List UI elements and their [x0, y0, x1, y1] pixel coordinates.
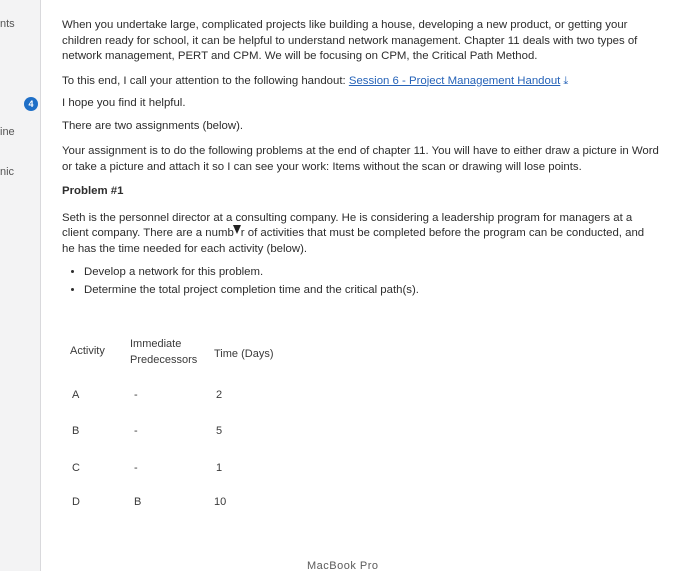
time-cell: 5 — [216, 425, 223, 437]
column-header-predecessors: Immediate — [130, 338, 182, 350]
problem-heading: Problem #1 — [62, 185, 124, 197]
predecessors-cell: - — [134, 425, 138, 437]
activity-cell: D — [72, 496, 80, 508]
list-item: • Develop a network for this problem. — [84, 265, 662, 281]
problem-paragraph — [62, 211, 662, 258]
bullet-list — [62, 265, 662, 298]
sidebar — [0, 0, 41, 571]
helpful-paragraph: I hope you find it helpful. — [62, 97, 186, 109]
handout-link[interactable]: Session 6 - Project Management Handout — [348, 74, 561, 87]
table-row — [62, 462, 322, 476]
notification-badge: 4 — [24, 97, 38, 111]
mouse-cursor-icon — [233, 225, 241, 234]
column-header-activity: Activity — [70, 345, 105, 357]
activity-cell: A — [72, 389, 80, 401]
table-row — [62, 389, 322, 403]
device-label: MacBook Pro — [307, 560, 379, 572]
time-cell: 2 — [216, 389, 223, 401]
table-row — [62, 496, 322, 510]
main-content — [62, 18, 662, 300]
assignments-paragraph: There are two assignments (below). — [62, 119, 244, 132]
handout-paragraph — [62, 74, 662, 90]
time-cell: 1 — [216, 462, 223, 474]
activity-cell: B — [72, 425, 80, 437]
problem-text-start: Seth is the personnel director at a consulting company. He is considering a leadership program for managers at a client company. There are a numb — [62, 211, 633, 239]
predecessors-cell: - — [134, 462, 138, 474]
predecessors-cell: B — [134, 496, 142, 508]
time-cell: 10 — [214, 496, 227, 508]
download-icon[interactable]: ⤓ — [563, 74, 569, 87]
table-row — [62, 425, 322, 439]
handout-prefix: To this end, I call your attention to the following handout: — [62, 74, 346, 87]
assignment-paragraph: Your assignment is to do the following problems at the end of chapter 11. You will have to either draw a picture in Word or take a picture and attach it so I can see your work: Items without the scan or drawing will lose points. — [62, 145, 659, 173]
column-header-time: Time (Days) — [214, 348, 274, 360]
predecessors-cell: - — [134, 389, 138, 401]
problem-text-end: r of activities that must be completed before the program can be conducted, and he has the time needed for each activity (below). — [62, 227, 645, 255]
intro-paragraph: When you undertake large, complicated projects like building a house, developing a new product, or getting your children ready for school, it can be helpful to understand network management. Chapter 11 deals with two types of network management, PERT and CPM. We will be focusing on CPM, the Critical Path Method. — [62, 19, 638, 62]
sidebar-item-label[interactable]: nic — [0, 166, 15, 178]
activity-cell: C — [72, 462, 80, 474]
sidebar-item-label[interactable]: ine — [0, 126, 15, 138]
sidebar-item-label[interactable]: nts — [0, 18, 15, 30]
list-item: • Determine the total project completion time and the critical path(s). — [84, 283, 662, 299]
column-header-predecessors-line2: Predecessors — [130, 354, 198, 366]
